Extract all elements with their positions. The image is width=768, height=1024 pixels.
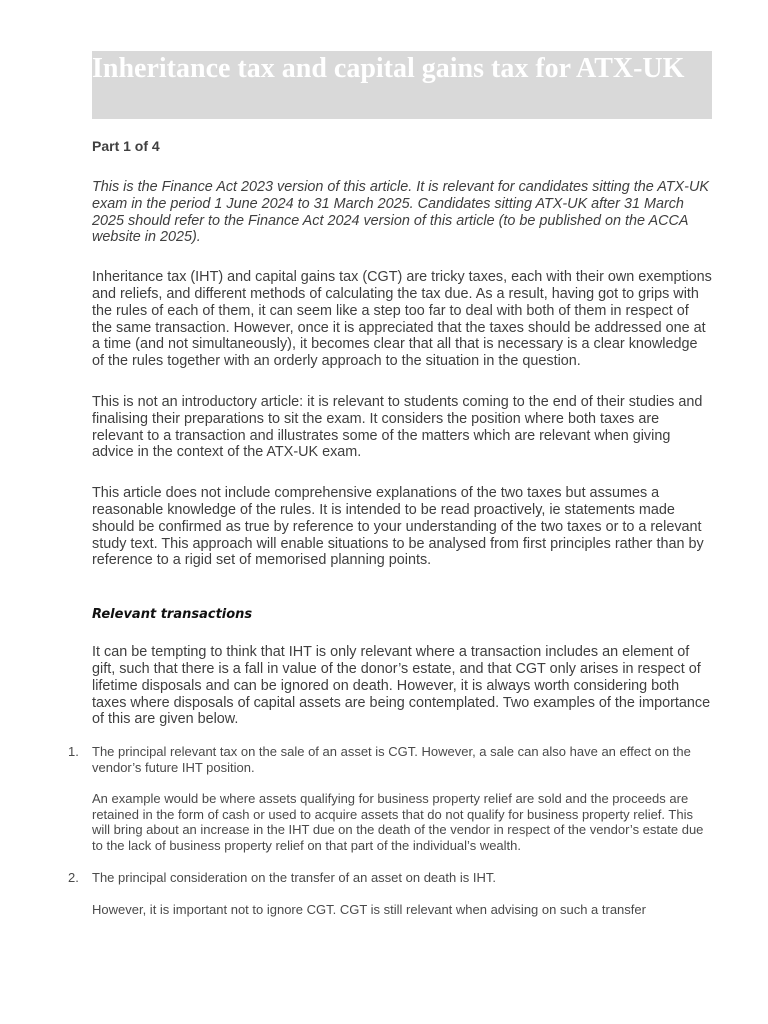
list-item <box>68 870 712 917</box>
numbered-list <box>68 744 712 917</box>
article-title: Inheritance tax and capital gains tax for ATX-UK <box>92 51 712 119</box>
body-paragraph-2: This is not an introductory article: it is relevant to students coming to the end of their studies and finalising their preparations to sit the exam. It considers the position where both taxes are relevant to a transaction and illustrates some of the matters which are relevant when giving advice in the context of the ATX-UK exam. <box>92 393 703 461</box>
list-item-text: The principal consideration on the transfer of an asset on death is IHT. <box>92 870 496 886</box>
list-number: 2. <box>68 870 79 886</box>
body-paragraph-3: This article does not include comprehensive explanations of the two taxes but assumes a reasonable knowledge of the rules. It is intended to be read proactively, ie statements made should be confirmed as true by reference to your understanding of the two taxes or to a relevant study text. This approach will enable situations to be analysed from first principles rather than by reference to a rigid set of memorised planning points. <box>92 485 704 569</box>
list-item-detail: An example would be where assets qualifying for business property relief are sold and the proceeds are retained in the form of cash or used to acquire assets that do not qualify for business property relief. This will bring about an increase in the IHT due on the death of the vendor in respect of the vendor’s estate due to the lack of business property relief on that part of the individual’s wealth. <box>92 791 704 853</box>
body-paragraph-1: Inheritance tax (IHT) and capital gains tax (CGT) are tricky taxes, each with their own exemptions and reliefs, and different methods of calculating the tax due. As a result, having got to grips with the rules of each of them, it can seem like a step too far to deal with both of them in respect of the same transaction. However, once it is appreciated that the taxes should be addressed one at a time (and not simultaneously), it becomes clear that all that is necessary is a clear knowledge of the rules together with an orderly approach to the situation in the question. <box>92 269 712 370</box>
list-item-text: The principal relevant tax on the sale of an asset is CGT. However, a sale can also have an effect on the vendor’s future IHT position. <box>92 744 691 775</box>
list-item-detail: However, it is important not to ignore CGT. CGT is still relevant when advising on such a transfer <box>92 901 646 917</box>
section-paragraph: It can be tempting to think that IHT is only relevant where a transaction includes an element of gift, such that there is a fall in value of the donor’s estate, and that CGT only arises in respect of lifetime disposals and can be ignored on death. However, it is always worth considering both taxes where disposals of capital assets are being contemplated. Two examples of the importance of this are given below. <box>92 644 711 728</box>
list-number: 1. <box>68 744 79 760</box>
list-item <box>68 744 712 853</box>
part-indicator: Part 1 of 4 <box>92 138 160 154</box>
article <box>68 51 712 917</box>
section-heading: Relevant transactions <box>92 607 253 623</box>
intro-paragraph: This is the Finance Act 2023 version of this article. It is relevant for candidates sitting the ATX-UK exam in the period 1 June 2024 to 31 March 2025. Candidates sitting ATX-UK after 31 March 2025 should refer to the Finance Act 2024 version of this article (to be published on the ACCA website in 2025). <box>92 179 709 246</box>
